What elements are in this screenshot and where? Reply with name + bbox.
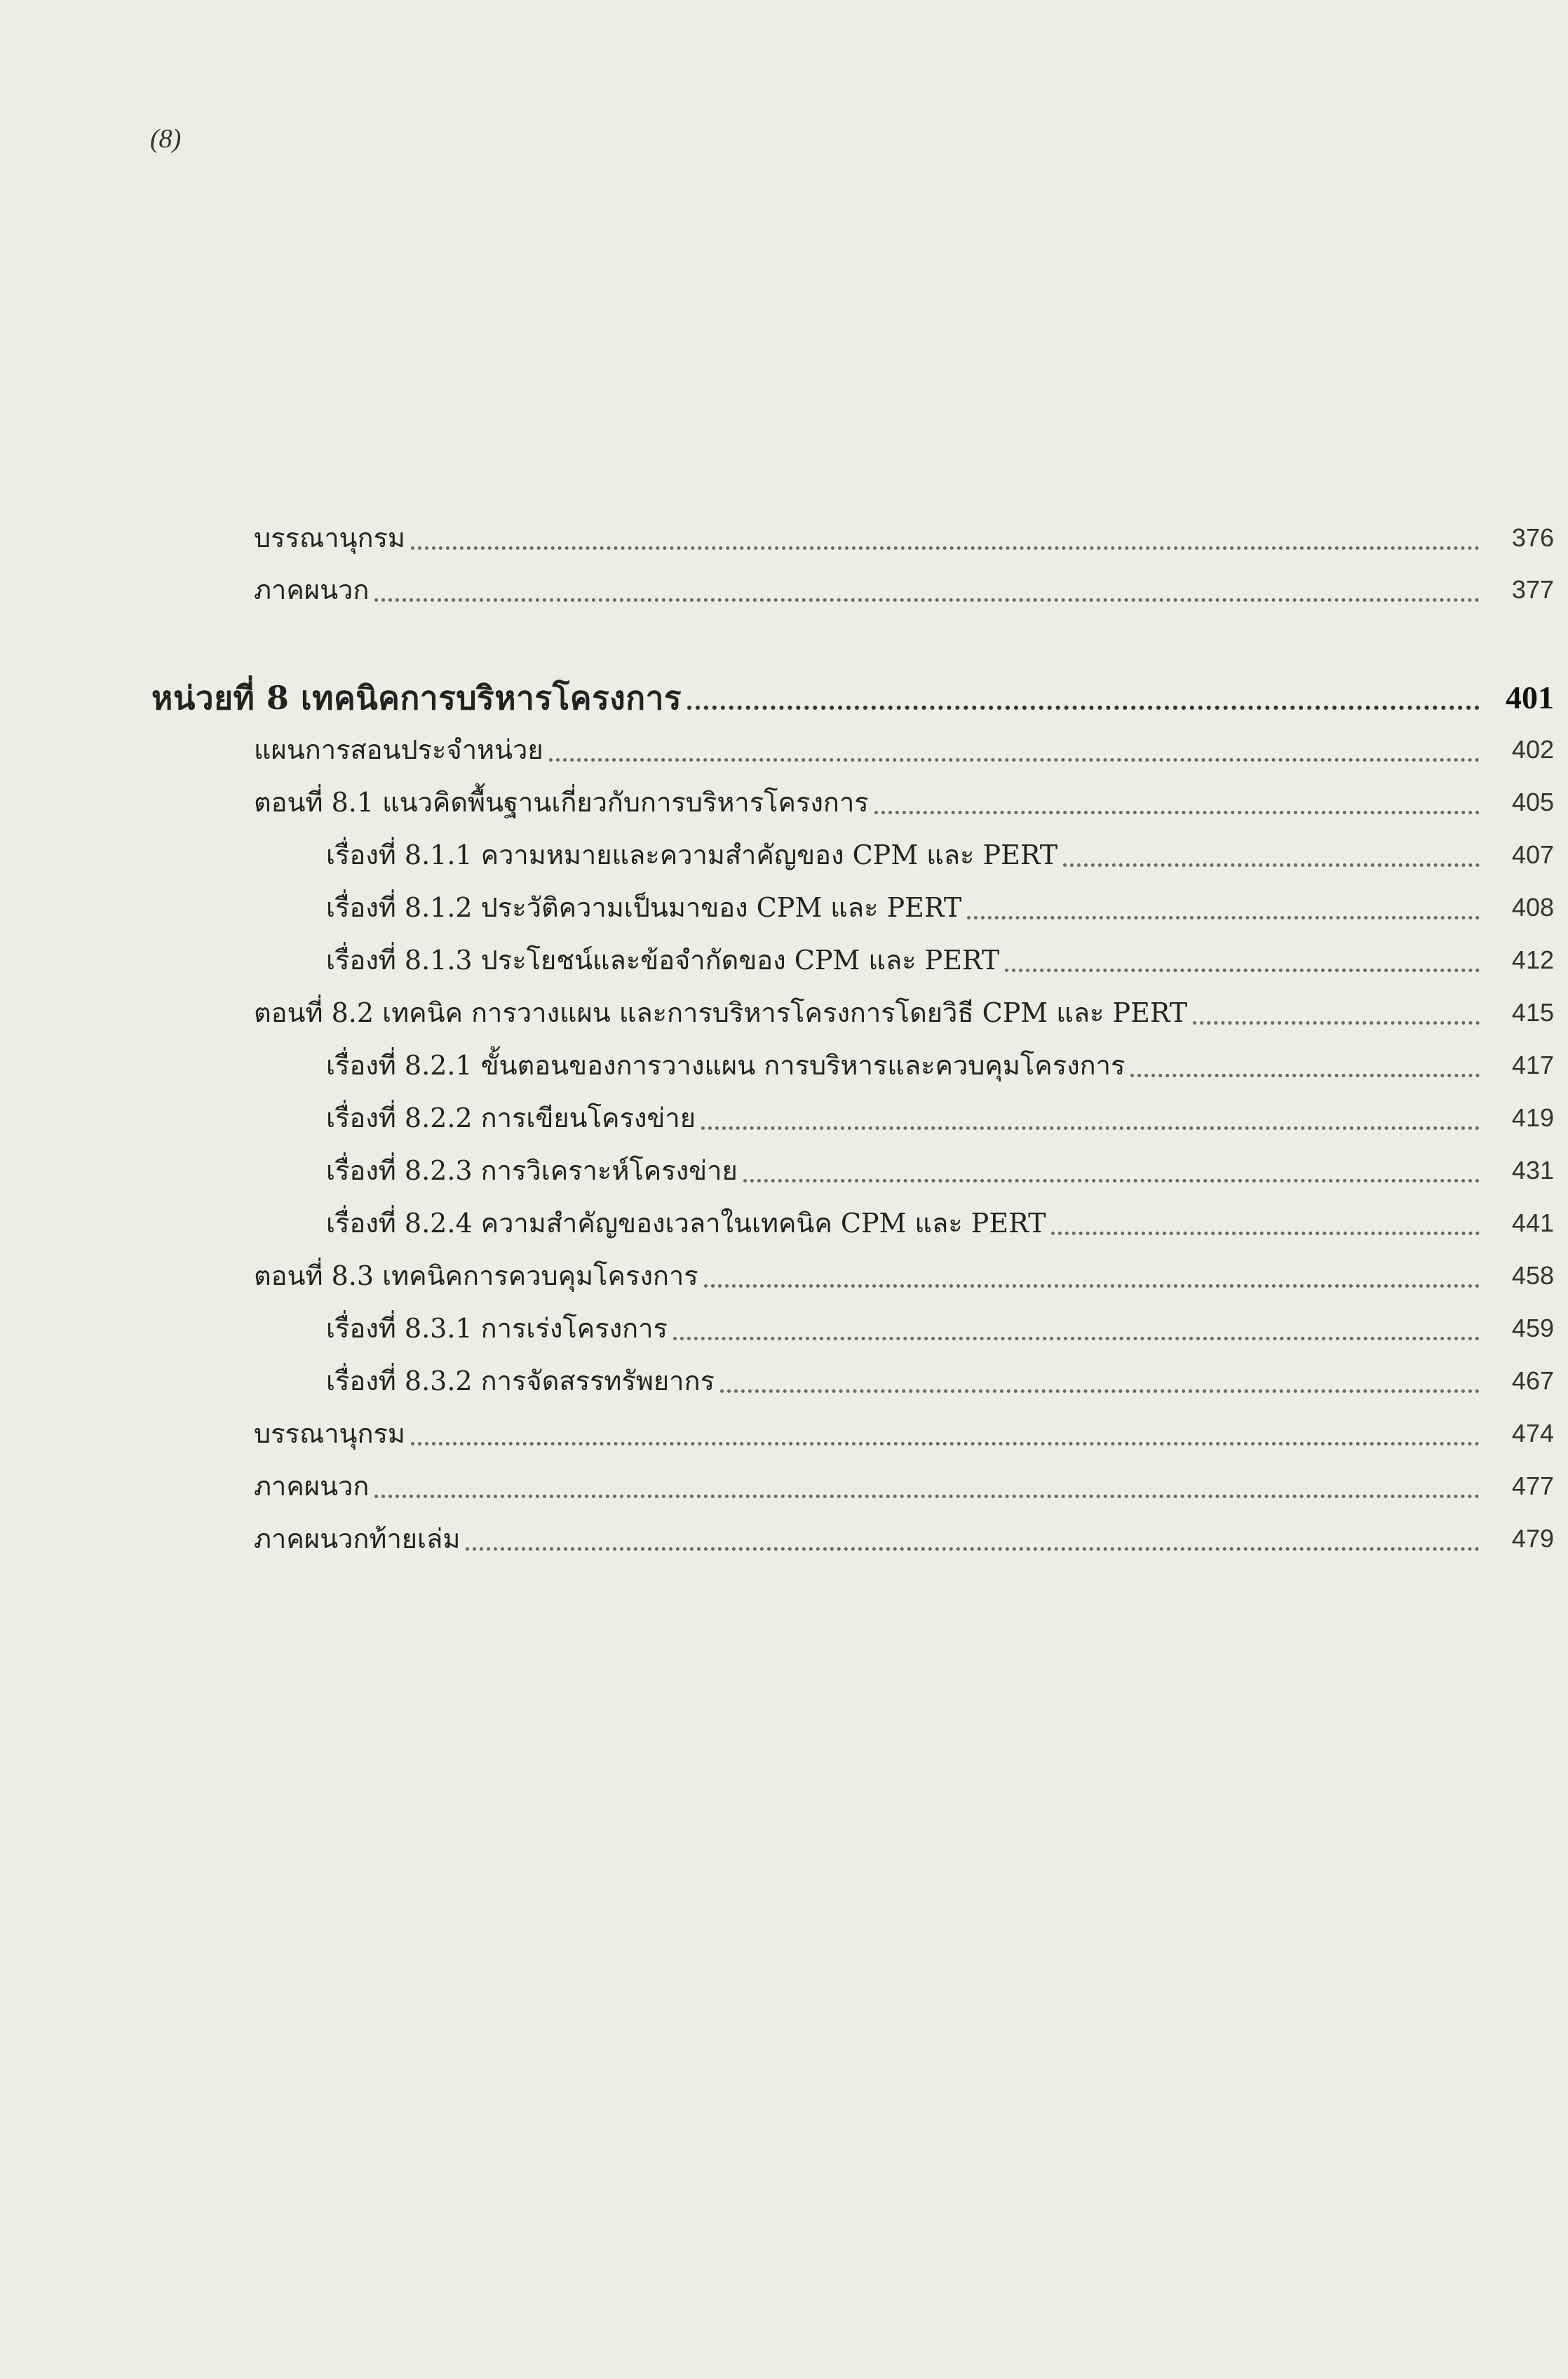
- toc-subsection: [0, 1352, 1568, 1399]
- toc-entry-label: ตอนที่ 8.3 เทคนิคการควบคุมโครงการ: [254, 1260, 698, 1291]
- toc-entry-label: เรื่องที่ 8.1.1 ความหมายและความสำคัญของ CPM และ PERT: [326, 840, 1058, 870]
- toc-unit-heading: [0, 662, 1568, 715]
- dot-leader: [374, 1474, 1480, 1498]
- toc-entry-page: 479: [1511, 1524, 1554, 1553]
- dot-leader: [1005, 948, 1480, 972]
- toc-entry-page: 377: [1511, 575, 1554, 604]
- toc-entry-page: 417: [1511, 1051, 1554, 1079]
- toc-subsection: [0, 1142, 1568, 1188]
- dot-leader: [701, 1105, 1480, 1130]
- toc-entry-label: เรื่องที่ 8.2.4 ความสำคัญของเวลาในเทคนิค CPM และ PERT: [326, 1208, 1046, 1239]
- toc-entry-label: แผนการสอนประจำหน่วย: [254, 734, 543, 765]
- toc-entry-label: บรรณานุกรม: [254, 523, 405, 553]
- dot-leader: [687, 685, 1480, 710]
- dot-leader: [720, 1368, 1480, 1393]
- toc-subsection: [0, 1089, 1568, 1135]
- toc-subsection: [0, 879, 1568, 925]
- toc-entry-page: 408: [1511, 893, 1554, 922]
- toc-entry: [0, 721, 1568, 767]
- dot-leader: [549, 737, 1480, 762]
- toc-subsection: [0, 826, 1568, 872]
- toc-entry-label: เรื่องที่ 8.3.2 การจัดสรรทรัพยากร: [326, 1366, 715, 1396]
- toc-section: [0, 774, 1568, 820]
- toc-entry-page: 474: [1511, 1419, 1554, 1448]
- toc-entry: [0, 1510, 1568, 1556]
- dot-leader: [704, 1263, 1480, 1288]
- dot-leader: [874, 790, 1480, 814]
- toc-entry-label: เรื่องที่ 8.2.2 การเขียนโครงข่าย: [326, 1103, 696, 1133]
- toc-entry-label: ภาคผนวกท้ายเล่ม: [254, 1523, 461, 1554]
- toc-entry-page: 415: [1511, 998, 1554, 1027]
- dot-leader: [743, 1158, 1480, 1182]
- toc-section: [0, 1247, 1568, 1293]
- dot-leader: [673, 1316, 1480, 1340]
- toc-entry-page: 431: [1511, 1156, 1554, 1185]
- toc-entry: [0, 1457, 1568, 1504]
- toc-entry-label: เรื่องที่ 8.2.1 ขั้นตอนของการวางแผน การบริหารและควบคุมโครงการ: [326, 1050, 1126, 1081]
- toc-subsection: [0, 1037, 1568, 1083]
- dot-leader: [374, 577, 1480, 602]
- toc-entry-appendix-prev: [0, 561, 1568, 607]
- toc-entry-page: 477: [1511, 1471, 1554, 1500]
- toc-entry-label: เรื่องที่ 8.1.2 ประวัติความเป็นมาของ CPM และ PERT: [326, 892, 962, 923]
- toc-entry-page: 419: [1511, 1103, 1554, 1132]
- dot-leader: [411, 525, 1480, 550]
- page-number: (8): [150, 124, 182, 154]
- toc-entry-page: 459: [1511, 1314, 1554, 1342]
- toc-section: [0, 984, 1568, 1030]
- dot-leader: [967, 895, 1480, 919]
- dot-leader: [1063, 842, 1480, 867]
- toc-entry-page: 402: [1511, 735, 1554, 764]
- toc-entry-page: 467: [1511, 1366, 1554, 1395]
- toc-entry-label: บรรณานุกรม: [254, 1418, 405, 1449]
- unit-page: 401: [1506, 680, 1554, 715]
- toc-subsection: [0, 1194, 1568, 1241]
- toc-entry-page: 412: [1511, 945, 1554, 974]
- toc-entry-label: เรื่องที่ 8.2.3 การวิเคราะห์โครงข่าย: [326, 1155, 738, 1186]
- toc-subsection: [0, 931, 1568, 978]
- dot-leader: [1193, 1000, 1480, 1025]
- toc-entry: [0, 1405, 1568, 1451]
- toc-entry-page: 458: [1511, 1261, 1554, 1290]
- dot-leader: [466, 1526, 1480, 1551]
- toc-subsection: [0, 1300, 1568, 1346]
- toc-entry-bibliography-prev: [0, 509, 1568, 555]
- unit-title: หน่วยที่ 8 เทคนิคการบริหารโครงการ: [151, 679, 682, 717]
- toc-entry-page: 376: [1511, 523, 1554, 552]
- toc-entry-label: เรื่องที่ 8.3.1 การเร่งโครงการ: [326, 1313, 668, 1344]
- dot-leader: [1051, 1211, 1480, 1235]
- dot-leader: [411, 1421, 1480, 1445]
- toc-entry-page: 405: [1511, 788, 1554, 816]
- toc-entry-page: 407: [1511, 840, 1554, 869]
- toc-entry-label: ภาคผนวก: [254, 1471, 370, 1502]
- toc-entry-label: เรื่องที่ 8.1.3 ประโยชน์และข้อจำกัดของ CPM และ PERT: [326, 945, 1000, 976]
- dot-leader: [1130, 1053, 1480, 1077]
- toc-entry-label: ตอนที่ 8.1 แนวคิดพื้นฐานเกี่ยวกับการบริหารโครงการ: [254, 787, 869, 818]
- toc-entry-label: ตอนที่ 8.2 เทคนิค การวางแผน และการบริหารโครงการโดยวิธี CPM และ PERT: [254, 997, 1188, 1028]
- toc-entry-page: 441: [1511, 1208, 1554, 1237]
- toc-entry-label: ภาคผนวก: [254, 574, 370, 605]
